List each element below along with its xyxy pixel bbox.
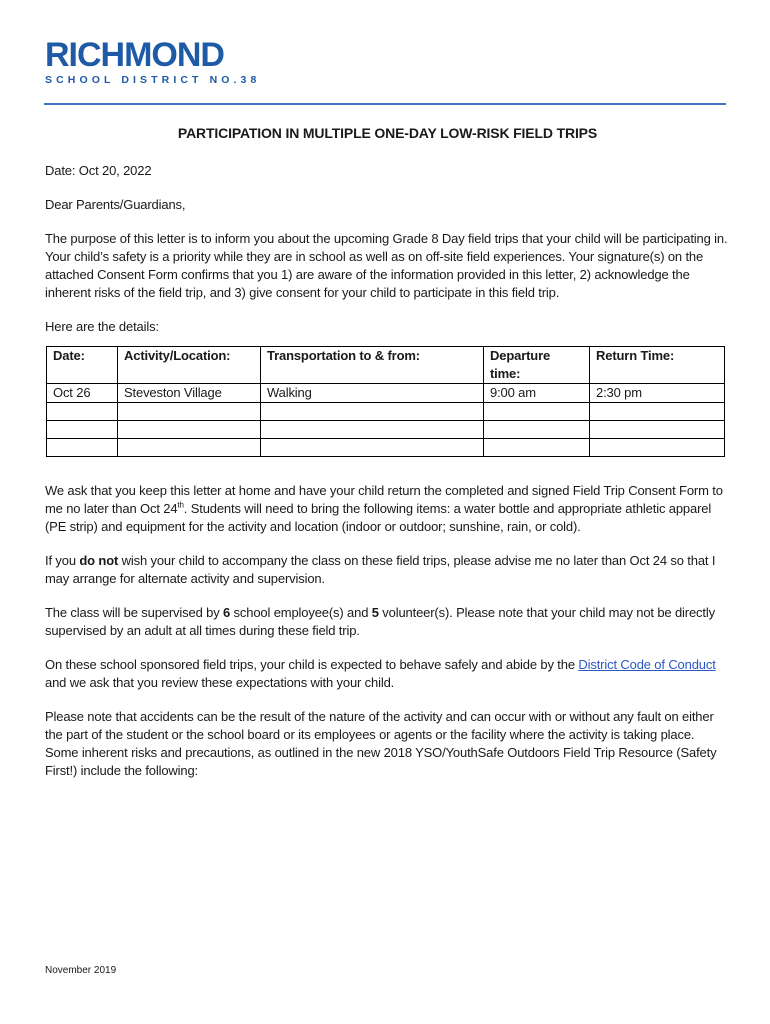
cell-departure: 9:00 am — [484, 384, 590, 403]
cell-transportation — [261, 421, 484, 439]
letter-date: Date: Oct 20, 2022 — [45, 163, 152, 178]
cell-date — [47, 421, 118, 439]
code-of-conduct-link[interactable]: District Code of Conduct — [578, 657, 716, 672]
page-title: PARTICIPATION IN MULTIPLE ONE-DAY LOW-RISK FIELD TRIPS — [177, 125, 598, 141]
opt-out-part1: If you — [45, 553, 80, 568]
opt-out-paragraph — [45, 552, 730, 588]
trip-details-table — [46, 346, 725, 457]
table-row — [47, 421, 725, 439]
cell-activity — [118, 439, 261, 457]
accidents-paragraph: Please note that accidents can be the result of the nature of the activity and can occur with or without any fault on either the part of the student or the school board or its employees or agents or the facility where the activity is taking place. Some inherent risks and precautions, as outlined in the new 2018 YSO/YouthSafe Outdoors Field Trip Resource (Safety First!) include the following: — [45, 709, 717, 778]
letter-body — [45, 124, 730, 796]
table-header-row — [47, 347, 725, 384]
ordinal-suffix: th — [177, 500, 184, 510]
consent-form-paragraph — [45, 482, 730, 536]
header-return: Return Time: — [590, 347, 725, 384]
purpose-paragraph: The purpose of this letter is to inform you about the upcoming Grade 8 Day field trips that your child will be participating in. Your child’s safety is a priority while they are in school as well as on off-site field experiences. Your signature(s) on the attached Consent Form confirms that you 1) are aware of the information provided in this letter, 2) acknowledge the inherent risks of the field trip, and 3) give consent for your child to participate in this field trip. — [45, 231, 728, 300]
cell-date — [47, 403, 118, 421]
header-divider — [44, 103, 726, 105]
consent-text-part1: We ask that you keep this letter at home and have your child return the completed and signed Field Trip Consent Form to me no later than Oct 24 — [45, 483, 723, 516]
cell-departure — [484, 439, 590, 457]
cell-return — [590, 421, 725, 439]
cell-activity — [118, 421, 261, 439]
table-row — [47, 439, 725, 457]
cell-activity: Steveston Village — [118, 384, 261, 403]
table-row — [47, 403, 725, 421]
header-departure: Departure time: — [484, 347, 590, 384]
supervision-part2: school employee(s) and — [230, 605, 372, 620]
details-intro: Here are the details: — [45, 319, 159, 334]
supervision-part1: The class will be supervised by — [45, 605, 223, 620]
supervision-paragraph — [45, 604, 730, 640]
footer-date: November 2019 — [45, 965, 117, 976]
opt-out-part2: wish your child to accompany the class on these field trips, please advise me no later than Oct 24 so that I may arrange for alternate activity and supervision. — [45, 553, 716, 586]
district-logo — [45, 38, 260, 86]
cell-transportation: Walking — [261, 384, 484, 403]
table-row — [47, 384, 725, 403]
cell-transportation — [261, 439, 484, 457]
opt-out-emphasis: do not — [79, 553, 119, 568]
cell-date — [47, 439, 118, 457]
cell-activity — [118, 403, 261, 421]
header-transportation: Transportation to & from: — [261, 347, 484, 384]
cell-return — [590, 403, 725, 421]
cell-departure — [484, 421, 590, 439]
conduct-part2: and we ask that you review these expectations with your child. — [45, 675, 395, 690]
cell-return — [590, 439, 725, 457]
supervision-part3: volunteer(s). Please note that your child may not be directly supervised by an adult at all times during these field trip. — [45, 605, 715, 638]
cell-transportation — [261, 403, 484, 421]
employee-count: 6 — [223, 605, 231, 620]
salutation: Dear Parents/Guardians, — [45, 197, 186, 212]
logo-wordmark: RICHMOND — [45, 36, 224, 74]
conduct-paragraph — [45, 656, 730, 692]
header-activity: Activity/Location: — [118, 347, 261, 384]
volunteer-count: 5 — [371, 605, 379, 620]
conduct-part1: On these school sponsored field trips, your child is expected to behave safely and abide by the — [45, 657, 579, 672]
logo-subtitle: SCHOOL DISTRICT NO.38 — [45, 74, 261, 86]
cell-departure — [484, 403, 590, 421]
header-date: Date: — [47, 347, 118, 384]
consent-text-part2: . Students will need to bring the following items: a water bottle and appropriate athletic apparel (PE strip) and equipment for the activity and location (indoor or outdoor; sunshine, rain, or cold). — [45, 501, 712, 534]
cell-return: 2:30 pm — [590, 384, 725, 403]
cell-date: Oct 26 — [47, 384, 118, 403]
